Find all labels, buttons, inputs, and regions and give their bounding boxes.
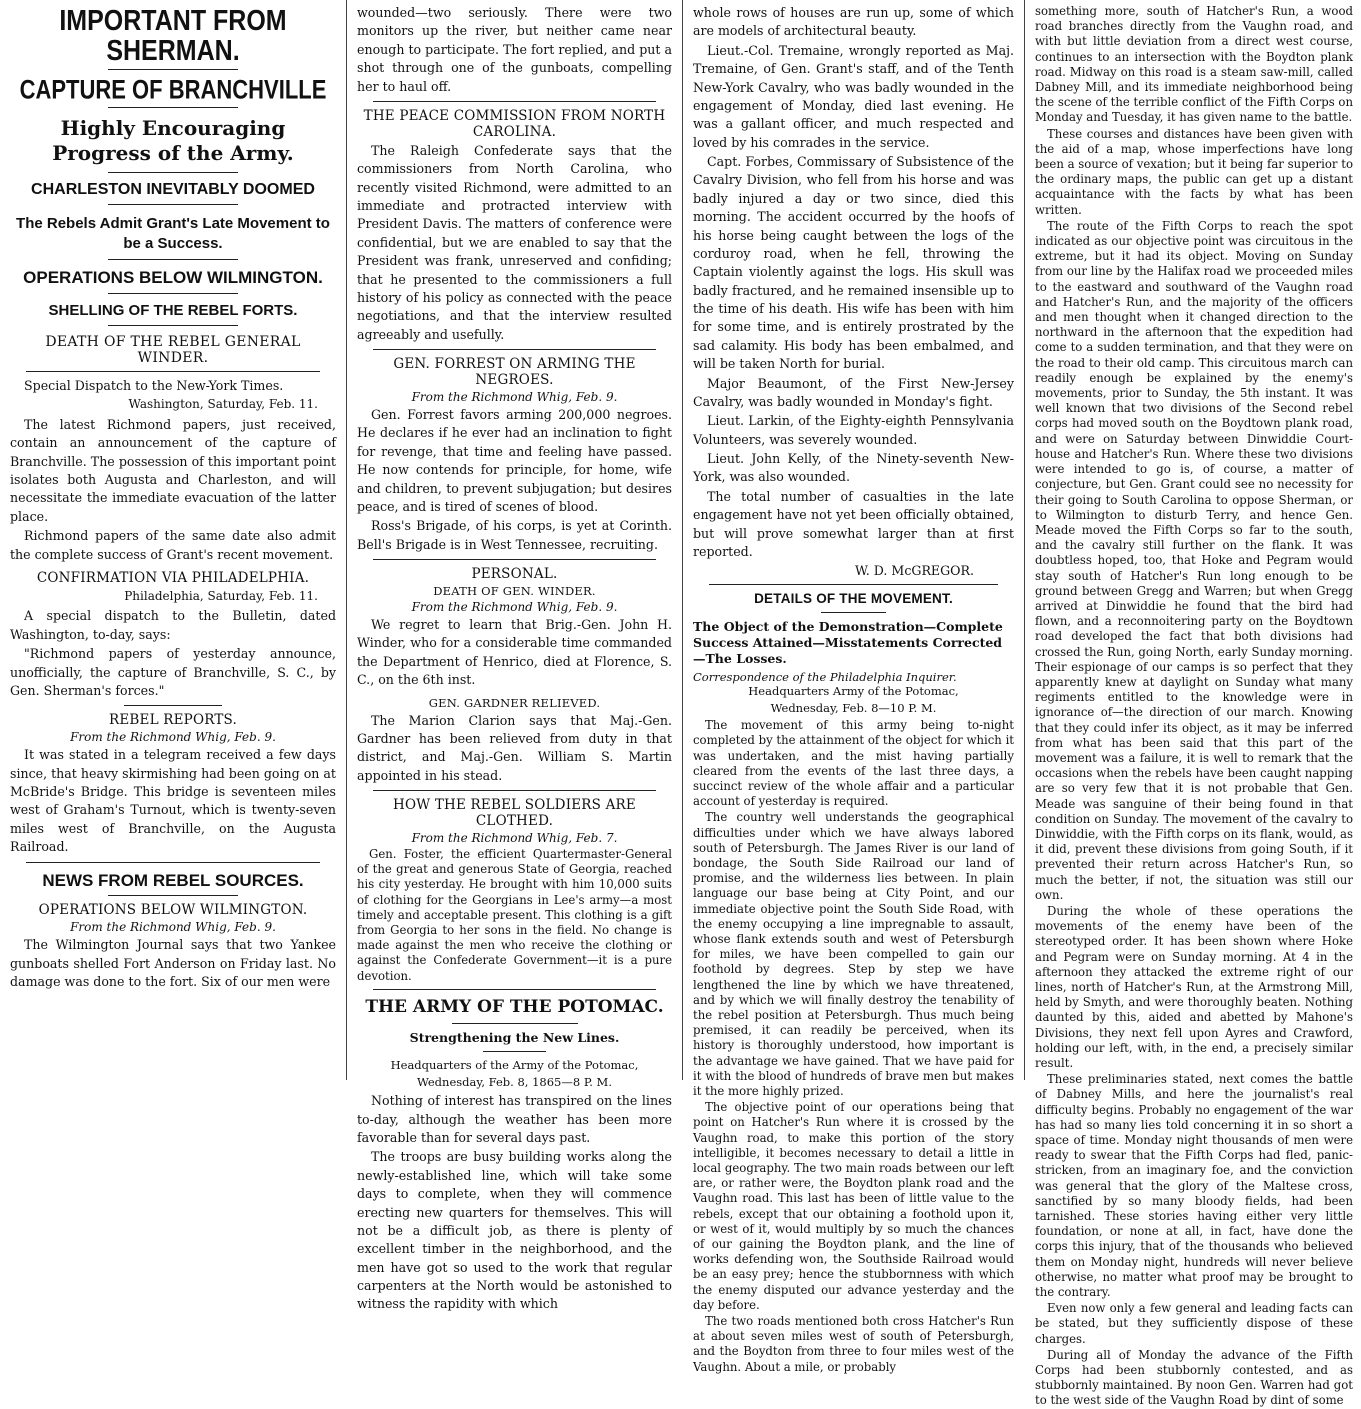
paragraph: These courses and distances have been given with the aid of a map, whose imperfections have long been a source of vexation; but it being far superior to the ordinary maps, the public can get up a distant acquaintance with the facts by what has been written. xyxy=(1035,126,1353,217)
headline-news: NEWS FROM REBEL SOURCES. xyxy=(42,870,304,890)
paragraph: whole rows of houses are run up, some of which are models of architectural beauty. xyxy=(693,5,1014,39)
paragraph: Gen. Forrest favors arming 200,000 negroes. He declares if he ever had an inclination to fight for revenge, that time and feeling have passed. He now contends for principle, for home, wife and children, to prevent subjugation; but desires peace, and is tired of scenes of blood. xyxy=(357,407,672,514)
paragraph: During all of Monday the advance of the Fifth Corps had been stubbornly contested, and as stubbornly maintained. By noon Gen. Warren had got to the west side of the Vaughn Road by dint of some xyxy=(1035,1347,1353,1408)
paragraph: something more, south of Hatcher's Run, a wood road branches directly from the Vaughn road, and with but little deviation from a direct west course, continues to an intersection with the Boydton plank road. Midway on this road is a steam saw-mill, called Dabney Mill, and its immediate neighborhood being the scene of the terrible conflict of the Fifth Corps on Monday and Tuesday, it has given name to the battle. xyxy=(1035,4,1353,125)
column-4 xyxy=(1024,0,1361,1408)
paragraph: Ross's Brigade, of his corps, is yet at Corinth. Bell's Brigade is in West Tennessee, recruiting. xyxy=(357,518,672,552)
headline-rebel-reports: REBEL REPORTS. xyxy=(108,712,237,729)
divider xyxy=(26,371,319,372)
headline-confirmation: CONFIRMATION VIA PHILADELPHIA. xyxy=(36,569,310,586)
paragraph: Lieut. John Kelly, of the Ninety-seventh New-York, was also wounded. xyxy=(693,451,1014,485)
headline-rebels-admit: The Rebels Admit Grant's Late Movement to be a Success. xyxy=(16,215,330,252)
source-line: From the Richmond Whig, Feb. 9. xyxy=(70,920,276,935)
paragraph: The movement of this army being to-night completed by the attainment of the object for which it was undertaken, and the mist having partially cleared from the events of the last three days, a succinct review of the whole affair and a particular account of yesterday is required. xyxy=(693,718,1014,809)
paragraph: Nothing of interest has transpired on the lines to-day, although the weather has been more favorable than for several days past. xyxy=(357,1093,672,1146)
divider xyxy=(373,790,657,791)
paragraph: These preliminaries stated, next comes the battle of Dabney Mills, and here the journalist's real difficulty begins. Probably no engagement of the war has had so many lies told concerning it in so short a space of time. Monday night thousands of men were ready to swear that the Fifth Corps had fled, panic-stricken, from an imaginary foe, and the conviction was general that the glory of the Maltese cross, sanctified by so many bloody fields, had been tarnished. These stories having either very little foundation, or none at all, in fact, have done the corps this injury, that of the thousands who believed them on Monday night, hundreds will never believe otherwise, no matter what proof may be brought to the contrary. xyxy=(1035,1072,1353,1300)
headline-branchville: CAPTURE OF BRANCHVILLE xyxy=(19,73,327,104)
dateline-date: Wednesday, Feb. 8—10 P. M. xyxy=(770,701,937,716)
paragraph: The troops are busy building works along the newly-established line, which will take some days to complete, when they will commence erecting new quarters for themselves. This will not be a difficult job, as there is plenty of excellent timber in the neighborhood, and the men have got so used to the work that regular carpenters at the North would be astonished to witness the rapidity with which xyxy=(357,1149,672,1312)
column-1 xyxy=(0,0,344,1080)
divider xyxy=(108,69,238,70)
divider xyxy=(108,325,238,326)
paragraph: Major Beaumont, of the First New-Jersey Cavalry, was badly wounded in Monday's fight. xyxy=(693,375,1014,409)
dateline-date: Wednesday, Feb. 8, 1865—8 P. M. xyxy=(416,1075,612,1090)
headline-clothed: HOW THE REBEL SOLDIERS ARE CLOTHED. xyxy=(393,797,636,829)
paragraph: "Richmond papers of yesterday announce, unofficially, the capture of Branchville, S. C., by Gen. Sherman's forces." xyxy=(10,646,336,698)
paragraph: The total number of casualties in the late engagement have not yet been officially obtained, but will prove somewhat larger than at first reported. xyxy=(693,488,1014,559)
source-line: From the Richmond Whig, Feb. 9. xyxy=(70,730,276,745)
headline-operations: OPERATIONS BELOW WILMINGTON. xyxy=(23,268,323,288)
divider xyxy=(26,862,319,863)
dateline: Washington, Saturday, Feb. 11. xyxy=(128,397,318,412)
dateline-hq: Headquarters of the Army of the Potomac, xyxy=(390,1058,639,1073)
dispatch-line: Special Dispatch to the New-York Times. xyxy=(24,377,284,393)
column-2 xyxy=(346,0,680,1312)
paragraph: The Raleigh Confederate says that the commissioners from North Carolina, who recently visited Richmond, were admitted to an immediate and protracted interview with President Davis. The matters of conference were confidential, but we are enabled to say that the President was frank, unreserved and confiding; that he presented to the commissioners a full history of his policy as connected with the peace negotiations, and that the interview resulted agreeably and usefully. xyxy=(357,142,672,342)
headline-sherman: IMPORTANT FROM SHERMAN. xyxy=(59,4,287,68)
source-line: From the Richmond Whig, Feb. 9. xyxy=(411,600,618,614)
paragraph: wounded—two seriously. There were two monitors up the river, but neither came near enough to participate. The fort replied, and put a shot through one of the gunboats, compelling her to haul off. xyxy=(357,5,672,94)
subheadline-object: The Object of the Demonstration—Complete Success Attained—Misstatements Corrected—The Losses. xyxy=(693,619,1003,666)
headline-gardner: GEN. GARDNER RELIEVED. xyxy=(428,695,601,710)
headline-winder: DEATH OF THE REBEL GENERAL WINDER. xyxy=(45,333,301,366)
divider xyxy=(108,895,238,896)
subheadline-strengthening: Strengthening the New Lines. xyxy=(409,1029,620,1045)
source-line: From the Richmond Whig, Feb. 7. xyxy=(411,831,618,845)
paragraph: The country well understands the geographical difficulties under which we have always labored south of Petersburgh. The James River is our land of bondage, the South Side Railroad our land of promise, and the wilderness lies between. In plain language our base being at City Point, and our immediate objective point the South Side Road, with the enemy occupying a line impregnable to assault, whose flank extends south and west of Petersburgh for miles, we have been compelled to gain our foothold by degrees. Step by step we have lengthened the line by which we have threatened, and by which we will finally destroy the tenability of the rebel position at Petersburgh. Thus much being premised, it can readily be perceived, when its history is thoroughly understood, how important is the advantage we have gained. That we have paid for it with the blood of hundreds of brave men but makes it the more highly prized. xyxy=(693,810,1014,1098)
headline-peace: THE PEACE COMMISSION FROM NORTH CAROLINA. xyxy=(363,107,666,140)
divider xyxy=(373,989,657,990)
headline-charleston: CHARLESTON INEVITABLY DOOMED xyxy=(31,180,315,198)
divider xyxy=(483,1051,546,1052)
divider xyxy=(108,107,238,108)
signature: W. D. McGREGOR. xyxy=(855,563,974,579)
divider xyxy=(373,101,657,102)
dateline: Philadelphia, Saturday, Feb. 11. xyxy=(124,588,318,603)
paragraph: The route of the Fifth Corps to reach the spot indicated as our objective point was circuitous in the extreme, but it had its object. Moving on Sunday from our line by the Halifax road we proceeded miles to the eastward and southward of the Vaughn road and Hatcher's Run, and the majority of the officers and men thought when it changed direction to the northward in the afternoon that the expedition had come to a sudden termination, and that they were on the road to their old camp. This circuitous march can readily enough be explained by the enemy's movements, prior to Sunday, the 5th instant. It was well known that two divisions of the Second rebel corps had moved south on the Boydtown plank road, and were on Saturday between Dinwiddie Court-house and Hatcher's Run. Where these two divisions were intended to go is, of course, a matter of conjecture, but Gen. Grant could see no necessity for their going to South Carolina to oppose Sherman, or to Wilmington to disturb Terry, and hence Gen. Meade moved the Fifth Corps so far to the south, and the cavalry still further on the flank. It was doubtless hoped, too, that Hoke and Pegram would stay south of Hatcher's Run long enough to be ground between Gregg and Warren; but when Gregg arrived at Dinwiddie he found that the bird had flown, and a reconnoitering party on the Boydtown road developed the fact that both divisions had crossed the Run, going North, early Sunday morning. Their espionage of our camps is so perfect that they apparently knew at daylight on Sunday what many regiments entitled to the knowledge were in ignorance of—the direction of our march. Knowing that they could infer its object, as it may be inferred from what has been said that this part of the movement was a failure, it is well to remark that the occasions when the rebels have been caught napping are so very few that it is not probable that Gen. Meade was sanguine of their being found in that condition on Sunday. The movement of the cavalry to Dinwiddie, with the Fifth corps on its flank, would, as it did, prevent these divisions from going South, if it prevented their return across Hatcher's Run, so much the better, if not, the situation was still our own. xyxy=(1035,218,1353,902)
headline-shelling: SHELLING OF THE REBEL FORTS. xyxy=(48,302,298,320)
paragraph: The two roads mentioned both cross Hatcher's Run at about seven miles west of south of Petersburgh, and the Boydton from three to four miles west of the Vaughn. About a mile, or probably xyxy=(693,1314,1014,1374)
divider xyxy=(108,172,238,173)
paragraph: Lieut.-Col. Tremaine, wrongly reported as Maj. Tremaine, of Gen. Grant's staff, and of the Tenth New-York Cavalry, who was badly wounded in the engagement of Monday, died last evening. He was a gallant officer, and much respected and loved by his comrades in the service. xyxy=(693,42,1014,150)
headline-army: THE ARMY OF THE POTOMAC. xyxy=(365,996,664,1017)
paragraph: Even now only a few general and leading facts can be stated, but they sufficiently dispose of these charges. xyxy=(1035,1301,1353,1346)
headline-personal: PERSONAL. xyxy=(471,566,558,582)
correspondence-line: Correspondence of the Philadelphia Inquirer. xyxy=(693,670,957,685)
headline-encouraging: Highly Encouraging Progress of the Army. xyxy=(52,115,294,165)
divider xyxy=(821,612,885,613)
paragraph: It was stated in a telegram received a few days since, that heavy skirmishing had been going on at McBride's Bridge. This bridge is seventeen miles west of Graham's Turnout, which is twenty-seven miles west of Branchville, on the Augusta Railroad. xyxy=(10,747,336,855)
divider xyxy=(124,705,222,706)
divider xyxy=(373,349,657,350)
paragraph: A special dispatch to the Bulletin, dated Washington, to-day, says: xyxy=(10,608,336,642)
paragraph: We regret to learn that Brig.-Gen. John H. Winder, who for a considerable time commanded the Department of Henrico, died at Florence, S. C., on the 6th inst. xyxy=(357,617,672,688)
paragraph: During the whole of these operations the movements of the enemy have been of the stereotyped order. It has been shown where Hoke and Pegram were on Sunday morning. At 4 in the afternoon they attacked the extreme right of our lines, north of Hatcher's Run, at the Armstrong Mill, held by Smyth, and were thoroughly beaten. Nothing daunted by this, aided and abetted by Mahone's Divisions, they next fell upon Ayres and Crawford, holding our left, with, in the end, a precisely similar result. xyxy=(1035,903,1353,1071)
headline-details: DETAILS OF THE MOVEMENT. xyxy=(754,591,953,607)
paragraph: The Marion Clarion says that Maj.-Gen. Gardner has been relieved from duty in that district, and Maj.-Gen. William S. Martin appointed in his stead. xyxy=(357,712,672,783)
paragraph: Gen. Foster, the efficient Quartermaster-General of the great and generous State of Georgia, reached his city yesterday. He brought with him 10,000 suits of clothing for the Georgians in Lee's army—a most timely and acceptable present. This clothing is a gift from Georgia to her sons in the field. No change is made against the men who receive the clothing or against the Confederate Government—it is a pure devotion. xyxy=(357,847,672,983)
paragraph: The latest Richmond papers, just received, contain an announcement of the capture of Branchville. The possession of this important point isolates both Augusta and Charleston, and will necessitate the immediate evacuation of the latter place. xyxy=(10,416,336,524)
paragraph: Capt. Forbes, Commissary of Subsistence of the Cavalry Division, who fell from his horse and was badly injured a day or two since, died this morning. The accident occurred by the hoofs of his horse being caught between the logs of the corduroy road, when he fell, throwing the Captain violently against the logs. His skull was badly fractured, and he remained insensible up to the time of his death. His wife has been with him for some time, and is entirely prostrated by the sad calamity. His body has been embalmed, and will be taken North for burial. xyxy=(693,154,1014,372)
divider xyxy=(452,1023,578,1024)
divider xyxy=(373,559,657,560)
column-3 xyxy=(682,0,1022,1374)
headline-operations-2: OPERATIONS BELOW WILMINGTON. xyxy=(38,902,308,919)
paragraph: The objective point of our operations being that point on Hatcher's Run where it is crossed by the Vaughn road, to make this portion of the story intelligible, it becomes necessary to detail a little in local geography. The two main roads between our left are, or rather were, the Boydton plank road and the Vaughn road. This last has been of little value to the rebels, except that our obtaining a foothold upon it, or west of it, would multiply by so much the chances of our gaining the Boydton plank, and the line of works defending won, the Southside Railroad would be an easy prey; hence the stubbornness with which the enemy disputed our advance yesterday and the day before. xyxy=(693,1100,1014,1312)
divider xyxy=(108,259,238,260)
paragraph: Lieut. Larkin, of the Eighty-eighth Pennsylvania Volunteers, was severely wounded. xyxy=(693,413,1014,447)
source-line: From the Richmond Whig, Feb. 9. xyxy=(411,390,618,404)
paragraph: Richmond papers of the same date also admit the complete success of Grant's recent movement. xyxy=(10,528,336,562)
divider xyxy=(108,204,238,205)
dateline-hq: Headquarters Army of the Potomac, xyxy=(748,684,959,699)
divider xyxy=(108,293,238,294)
headline-death-winder: DEATH OF GEN. WINDER. xyxy=(433,584,596,598)
divider xyxy=(709,584,998,585)
headline-forrest: GEN. FORREST ON ARMING THE NEGROES. xyxy=(393,356,636,388)
paragraph: The Wilmington Journal says that two Yankee gunboats shelled Fort Anderson on Friday last. No damage was done to the fort. Six of our men were xyxy=(10,937,336,990)
